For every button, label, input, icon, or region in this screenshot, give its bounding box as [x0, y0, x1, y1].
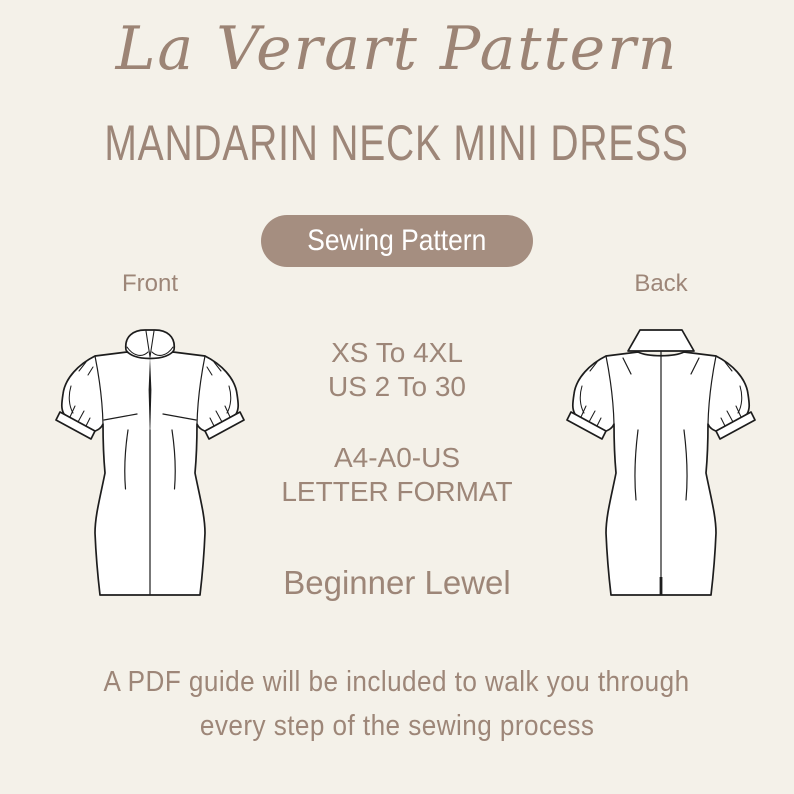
paper-format-line1: A4-A0-US: [333, 442, 461, 473]
back-stand-collar: [628, 330, 694, 351]
product-title-text: MANDARIN NECK MINI DRESS: [104, 115, 690, 171]
skill-level: Beginner Lewel: [283, 564, 511, 601]
pdf-guide-note-line1: A PDF guide will be included to walk you through: [104, 666, 690, 698]
pdf-guide-note: [0, 660, 794, 748]
product-title: [0, 114, 794, 172]
sewing-pattern-badge: [261, 215, 532, 267]
front-body: [56, 330, 244, 595]
size-range-line2: US 2 To 30: [327, 371, 467, 402]
size-range: [247, 336, 547, 404]
back-view-label: Back: [634, 270, 688, 297]
brand-title: La Verart Pattern: [115, 14, 679, 84]
dress-back-illustration-icon: [566, 326, 756, 601]
front-view-label: Front: [121, 270, 178, 297]
paper-format-line2: LETTER FORMAT: [281, 476, 513, 507]
paper-format: [247, 441, 547, 509]
pdf-guide-note-line2: every step of the sewing process: [199, 710, 595, 742]
size-range-line1: XS To 4XL: [331, 337, 463, 368]
badge-row: [0, 215, 794, 267]
back-body: [567, 330, 755, 595]
dress-front-illustration-icon: [55, 326, 245, 601]
badge-label: Sewing Pattern: [307, 224, 487, 257]
